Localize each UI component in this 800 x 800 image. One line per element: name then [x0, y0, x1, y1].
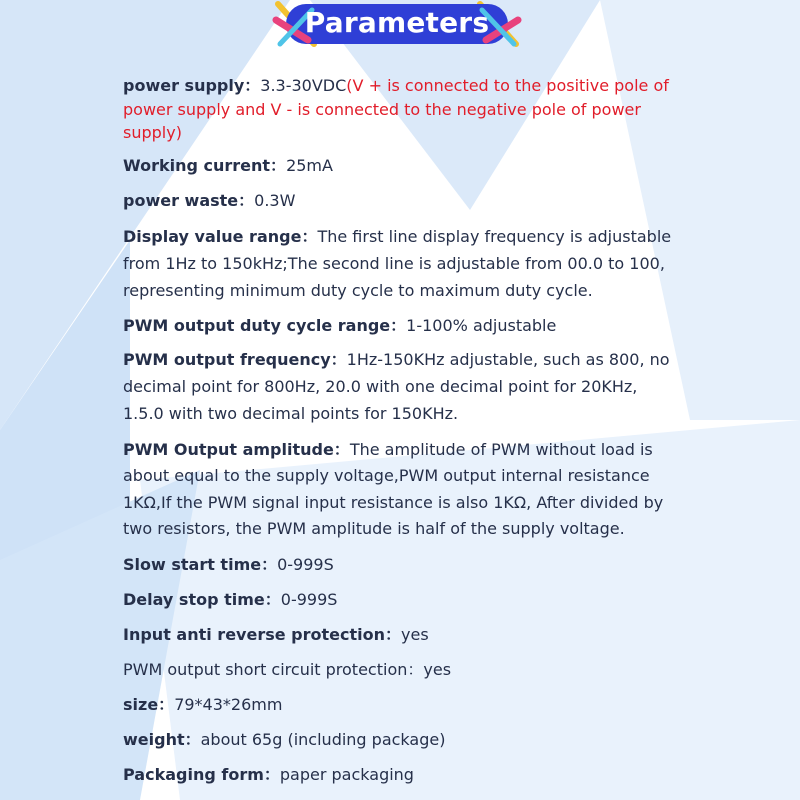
- param-value: yes: [401, 625, 429, 644]
- param-power-supply: [123, 72, 669, 99]
- param-value-note-line: power supply and V - is connected to the negative pole of power: [123, 100, 641, 119]
- param-label: size：: [123, 695, 175, 714]
- param-weight: [123, 726, 445, 753]
- param-label: PWM Output amplitude：: [123, 440, 350, 459]
- param-pwm-output-frequency: [123, 346, 670, 373]
- param-duty-cycle-range: [123, 312, 556, 339]
- param-label: Delay stop time：: [123, 590, 281, 609]
- param-working-current: [123, 152, 333, 179]
- param-value: 1-100% adjustable: [406, 316, 557, 335]
- param-label: Display value range：: [123, 227, 318, 246]
- param-value: 0.3W: [254, 191, 296, 210]
- param-value: 79*43*26mm: [174, 695, 283, 714]
- param-input-anti-reverse: [123, 621, 429, 648]
- param-label: Slow start time：: [123, 555, 278, 574]
- param-value: The amplitude of PWM without load is: [349, 440, 653, 459]
- param-value-note: (V + is connected to the positive pole of: [346, 76, 669, 95]
- param-value: The first line display frequency is adjustable: [317, 227, 672, 246]
- param-value: paper packaging: [279, 765, 414, 784]
- param-label: Working current：: [123, 156, 287, 175]
- param-label: PWM output duty cycle range：: [123, 316, 407, 335]
- param-value: 0-999S: [280, 590, 338, 609]
- param-label: Packaging form：: [123, 765, 280, 784]
- param-value: 1Hz-150KHz adjustable, such as 800, no: [346, 350, 670, 369]
- param-value: 25mA: [286, 156, 333, 175]
- param-delay-stop-time: [123, 586, 337, 613]
- param-value: 3.3-30VDC: [260, 76, 347, 95]
- param-value-line: two resistors, the PWM amplitude is half of the supply voltage.: [123, 519, 625, 538]
- param-value-line: about equal to the supply voltage,PWM output internal resistance: [123, 466, 650, 485]
- param-label: PWM output short circuit protection：: [123, 660, 424, 679]
- param-packaging-form: [123, 761, 414, 788]
- param-value: yes: [423, 660, 452, 679]
- param-slow-start-time: [123, 551, 334, 578]
- param-value-line: representing minimum duty cycle to maximum duty cycle.: [123, 281, 593, 300]
- param-value-line: from 1Hz to 150kHz;The second line is adjustable from 00.0 to 100,: [123, 254, 665, 273]
- page-title: Parameters: [304, 6, 490, 39]
- param-display-value-range: [123, 223, 671, 250]
- param-value-line: 1KΩ,If the PWM signal input resistance is also 1KΩ, After divided by: [123, 493, 664, 512]
- param-power-waste: [123, 187, 295, 214]
- param-label: weight：: [123, 730, 201, 749]
- param-label: power supply：: [123, 76, 261, 95]
- param-value-line: 1.5.0 with two decimal points for 150KHz.: [123, 404, 459, 423]
- param-pwm-output-amplitude: [123, 436, 653, 463]
- param-label: PWM output frequency：: [123, 350, 347, 369]
- param-label: power waste：: [123, 191, 255, 210]
- param-value: about 65g (including package): [200, 730, 446, 749]
- param-label: Input anti reverse protection：: [123, 625, 401, 644]
- param-value-line: decimal point for 800Hz, 20.0 with one decimal point for 20KHz,: [123, 377, 638, 396]
- param-value-note-line: supply): [123, 123, 182, 142]
- param-size: [123, 691, 282, 718]
- param-short-circuit-protection: [123, 656, 451, 683]
- param-value: 0-999S: [277, 555, 334, 574]
